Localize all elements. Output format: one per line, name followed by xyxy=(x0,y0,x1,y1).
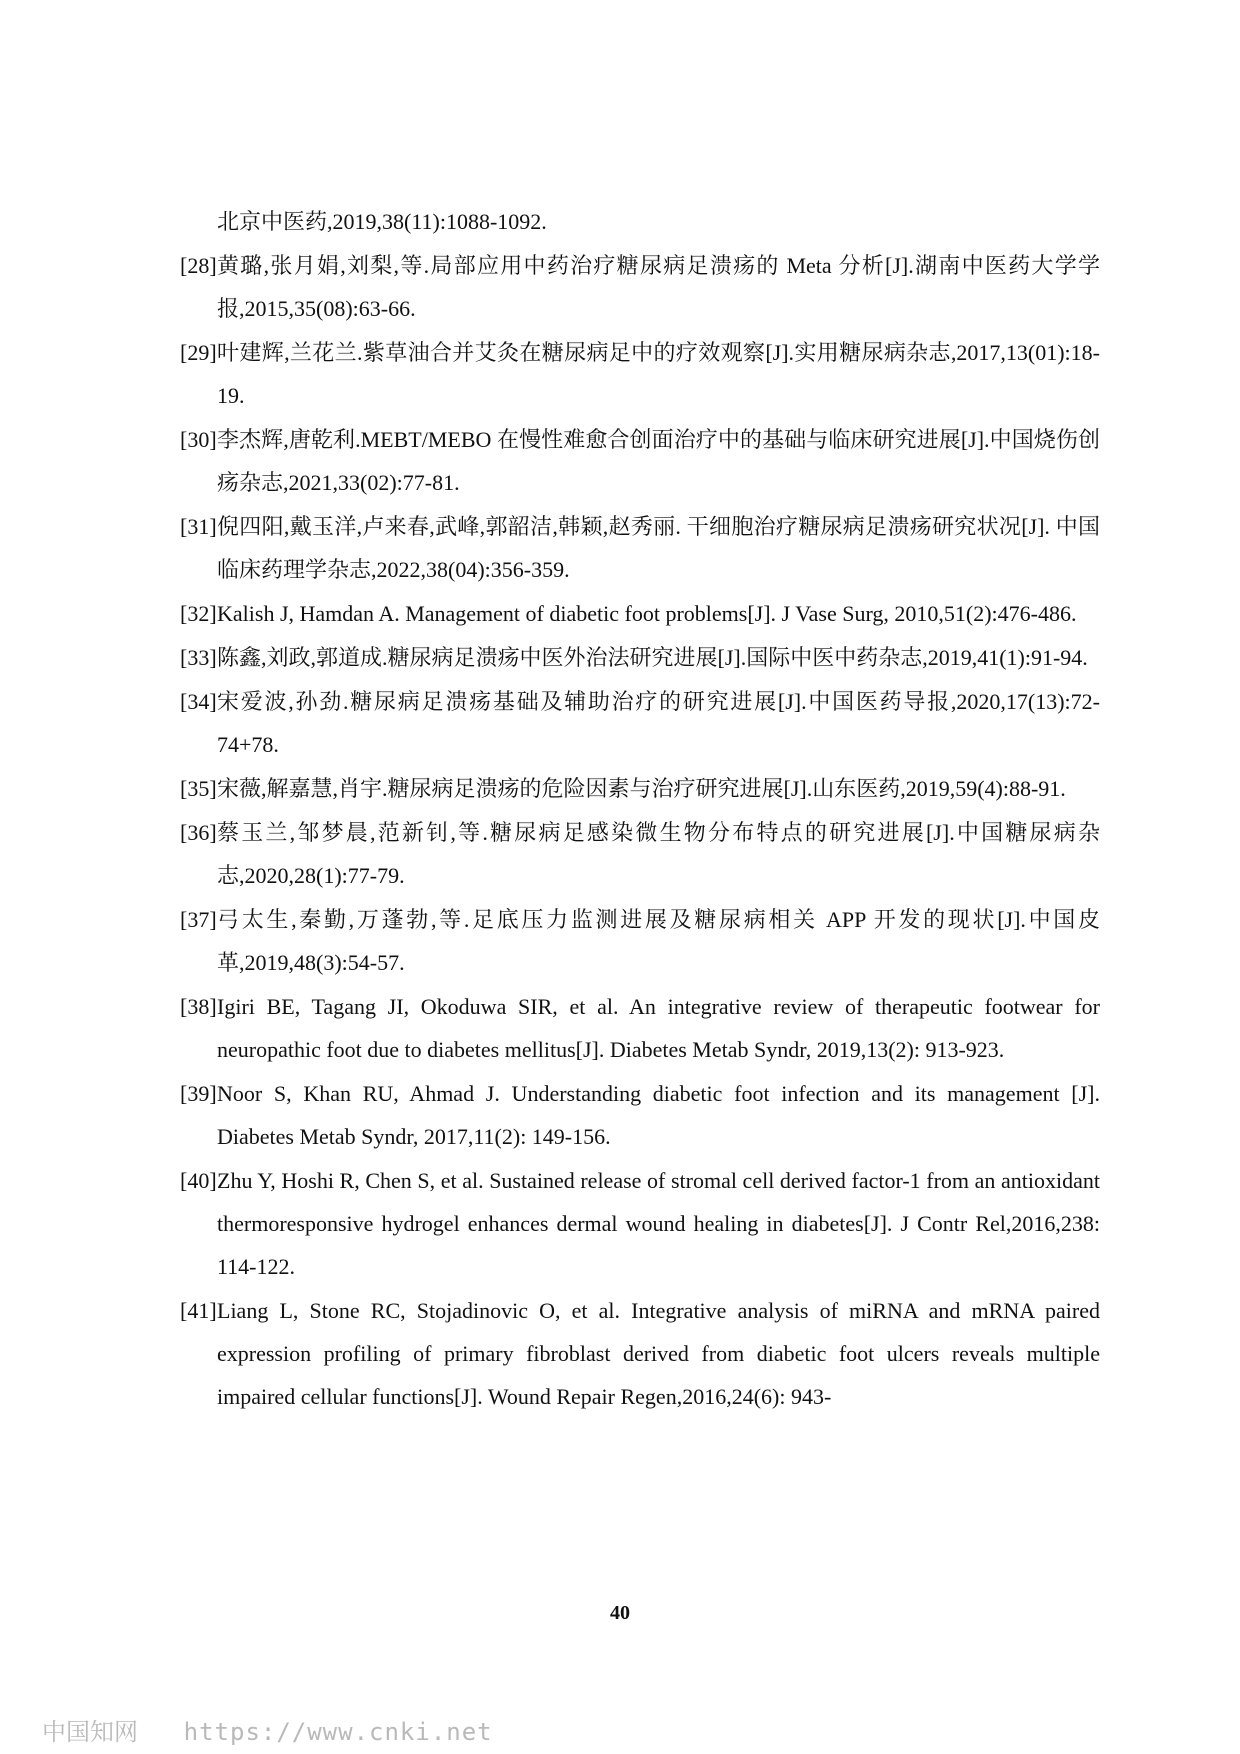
reference-text: 黄璐,张月娟,刘梨,等.局部应用中药治疗糖尿病足溃疡的 Meta 分析[J].湖南中医药大学学报,2015,35(08):63-66. xyxy=(217,253,1100,321)
reference-number: [30] xyxy=(180,427,217,452)
reference-item xyxy=(180,418,1100,504)
reference-text: 李杰辉,唐乾利.MEBT/MEBO 在慢性难愈合创面治疗中的基础与临床研究进展[J].中国烧伤创疡杂志,2021,33(02):77-81. xyxy=(217,427,1100,495)
reference-text: Kalish J, Hamdan A. Management of diabetic foot problems[J]. J Vase Surg, 2010,51(2):476-486. xyxy=(217,601,1077,626)
page-number: 40 xyxy=(610,1602,630,1624)
reference-text: 叶建辉,兰花兰.紫草油合并艾灸在糖尿病足中的疗效观察[J].实用糖尿病杂志,2017,13(01):18-19. xyxy=(217,340,1100,408)
reference-item xyxy=(180,811,1100,897)
reference-item xyxy=(180,1072,1100,1158)
reference-item xyxy=(180,898,1100,984)
watermark-name: 中国知网 xyxy=(42,1718,138,1746)
reference-text: Liang L, Stone RC, Stojadinovic O, et al. Integrative analysis of miRNA and mRNA paired expression profiling of primary fibroblast derived from diabetic foot ulcers reveals multiple impaired cellular functions[J]. Wound Repair Regen,2016,24(6): 943- xyxy=(217,1298,1100,1409)
reference-number: [34] xyxy=(180,689,217,714)
reference-text: 弓太生,秦勤,万蓬勃,等.足底压力监测进展及糖尿病相关 APP 开发的现状[J].中国皮革,2019,48(3):54-57. xyxy=(217,907,1100,975)
reference-item xyxy=(180,1159,1100,1288)
reference-number: [40] xyxy=(180,1168,217,1193)
reference-item xyxy=(180,767,1100,810)
reference-text: Igiri BE, Tagang JI, Okoduwa SIR, et al. An integrative review of therapeutic footwear for neuropathic foot due to diabetes mellitus[J]. Diabetes Metab Syndr, 2019,13(2): 913-923. xyxy=(217,994,1100,1062)
reference-number: [35] xyxy=(180,776,217,801)
reference-continuation: 北京中医药,2019,38(11):1088-1092. xyxy=(217,209,547,234)
reference-number: [37] xyxy=(180,907,217,932)
reference-number: [33] xyxy=(180,645,217,670)
reference-item xyxy=(180,505,1100,591)
reference-text: 倪四阳,戴玉洋,卢来春,武峰,郭韶洁,韩颖,赵秀丽. 干细胞治疗糖尿病足溃疡研究状况[J]. 中国临床药理学杂志,2022,38(04):356-359. xyxy=(217,514,1100,582)
reference-text: Noor S, Khan RU, Ahmad J. Understanding diabetic foot infection and its management [J]. Diabetes Metab Syndr, 2017,11(2): 149-156. xyxy=(217,1081,1100,1149)
reference-number: [31] xyxy=(180,514,217,539)
reference-item xyxy=(180,331,1100,417)
reference-item xyxy=(180,636,1100,679)
reference-text: 宋薇,解嘉慧,肖宇.糖尿病足溃疡的危险因素与治疗研究进展[J].山东医药,2019,59(4):88-91. xyxy=(217,776,1066,801)
reference-text: 宋爱波,孙劲.糖尿病足溃疡基础及辅助治疗的研究进展[J].中国医药导报,2020,17(13):72-74+78. xyxy=(217,689,1100,757)
watermark-url: https://www.cnki.net xyxy=(183,1718,493,1746)
reference-number: [28] xyxy=(180,253,217,278)
reference-text: 蔡玉兰,邹梦晨,范新钊,等.糖尿病足感染微生物分布特点的研究进展[J].中国糖尿病杂志,2020,28(1):77-79. xyxy=(217,820,1100,888)
reference-number: [36] xyxy=(180,820,217,845)
reference-text: 陈鑫,刘政,郭道成.糖尿病足溃疡中医外治法研究进展[J].国际中医中药杂志,2019,41(1):91-94. xyxy=(217,645,1088,670)
reference-number: [29] xyxy=(180,340,217,365)
cnki-watermark xyxy=(42,1712,493,1747)
reference-item xyxy=(180,592,1100,635)
reference-number: [38] xyxy=(180,994,217,1019)
reference-number: [39] xyxy=(180,1081,217,1106)
reference-number: [41] xyxy=(180,1298,217,1323)
reference-list xyxy=(180,200,1100,1418)
reference-text: Zhu Y, Hoshi R, Chen S, et al. Sustained release of stromal cell derived factor-1 from an antioxidant thermoresponsive hydrogel enhances dermal wound healing in diabetes[J]. J Contr Rel,2016,238: 114-122. xyxy=(217,1168,1100,1279)
reference-item xyxy=(180,244,1100,330)
reference-item xyxy=(180,985,1100,1071)
reference-number: [32] xyxy=(180,601,217,626)
reference-item xyxy=(180,680,1100,766)
reference-item xyxy=(180,1289,1100,1418)
